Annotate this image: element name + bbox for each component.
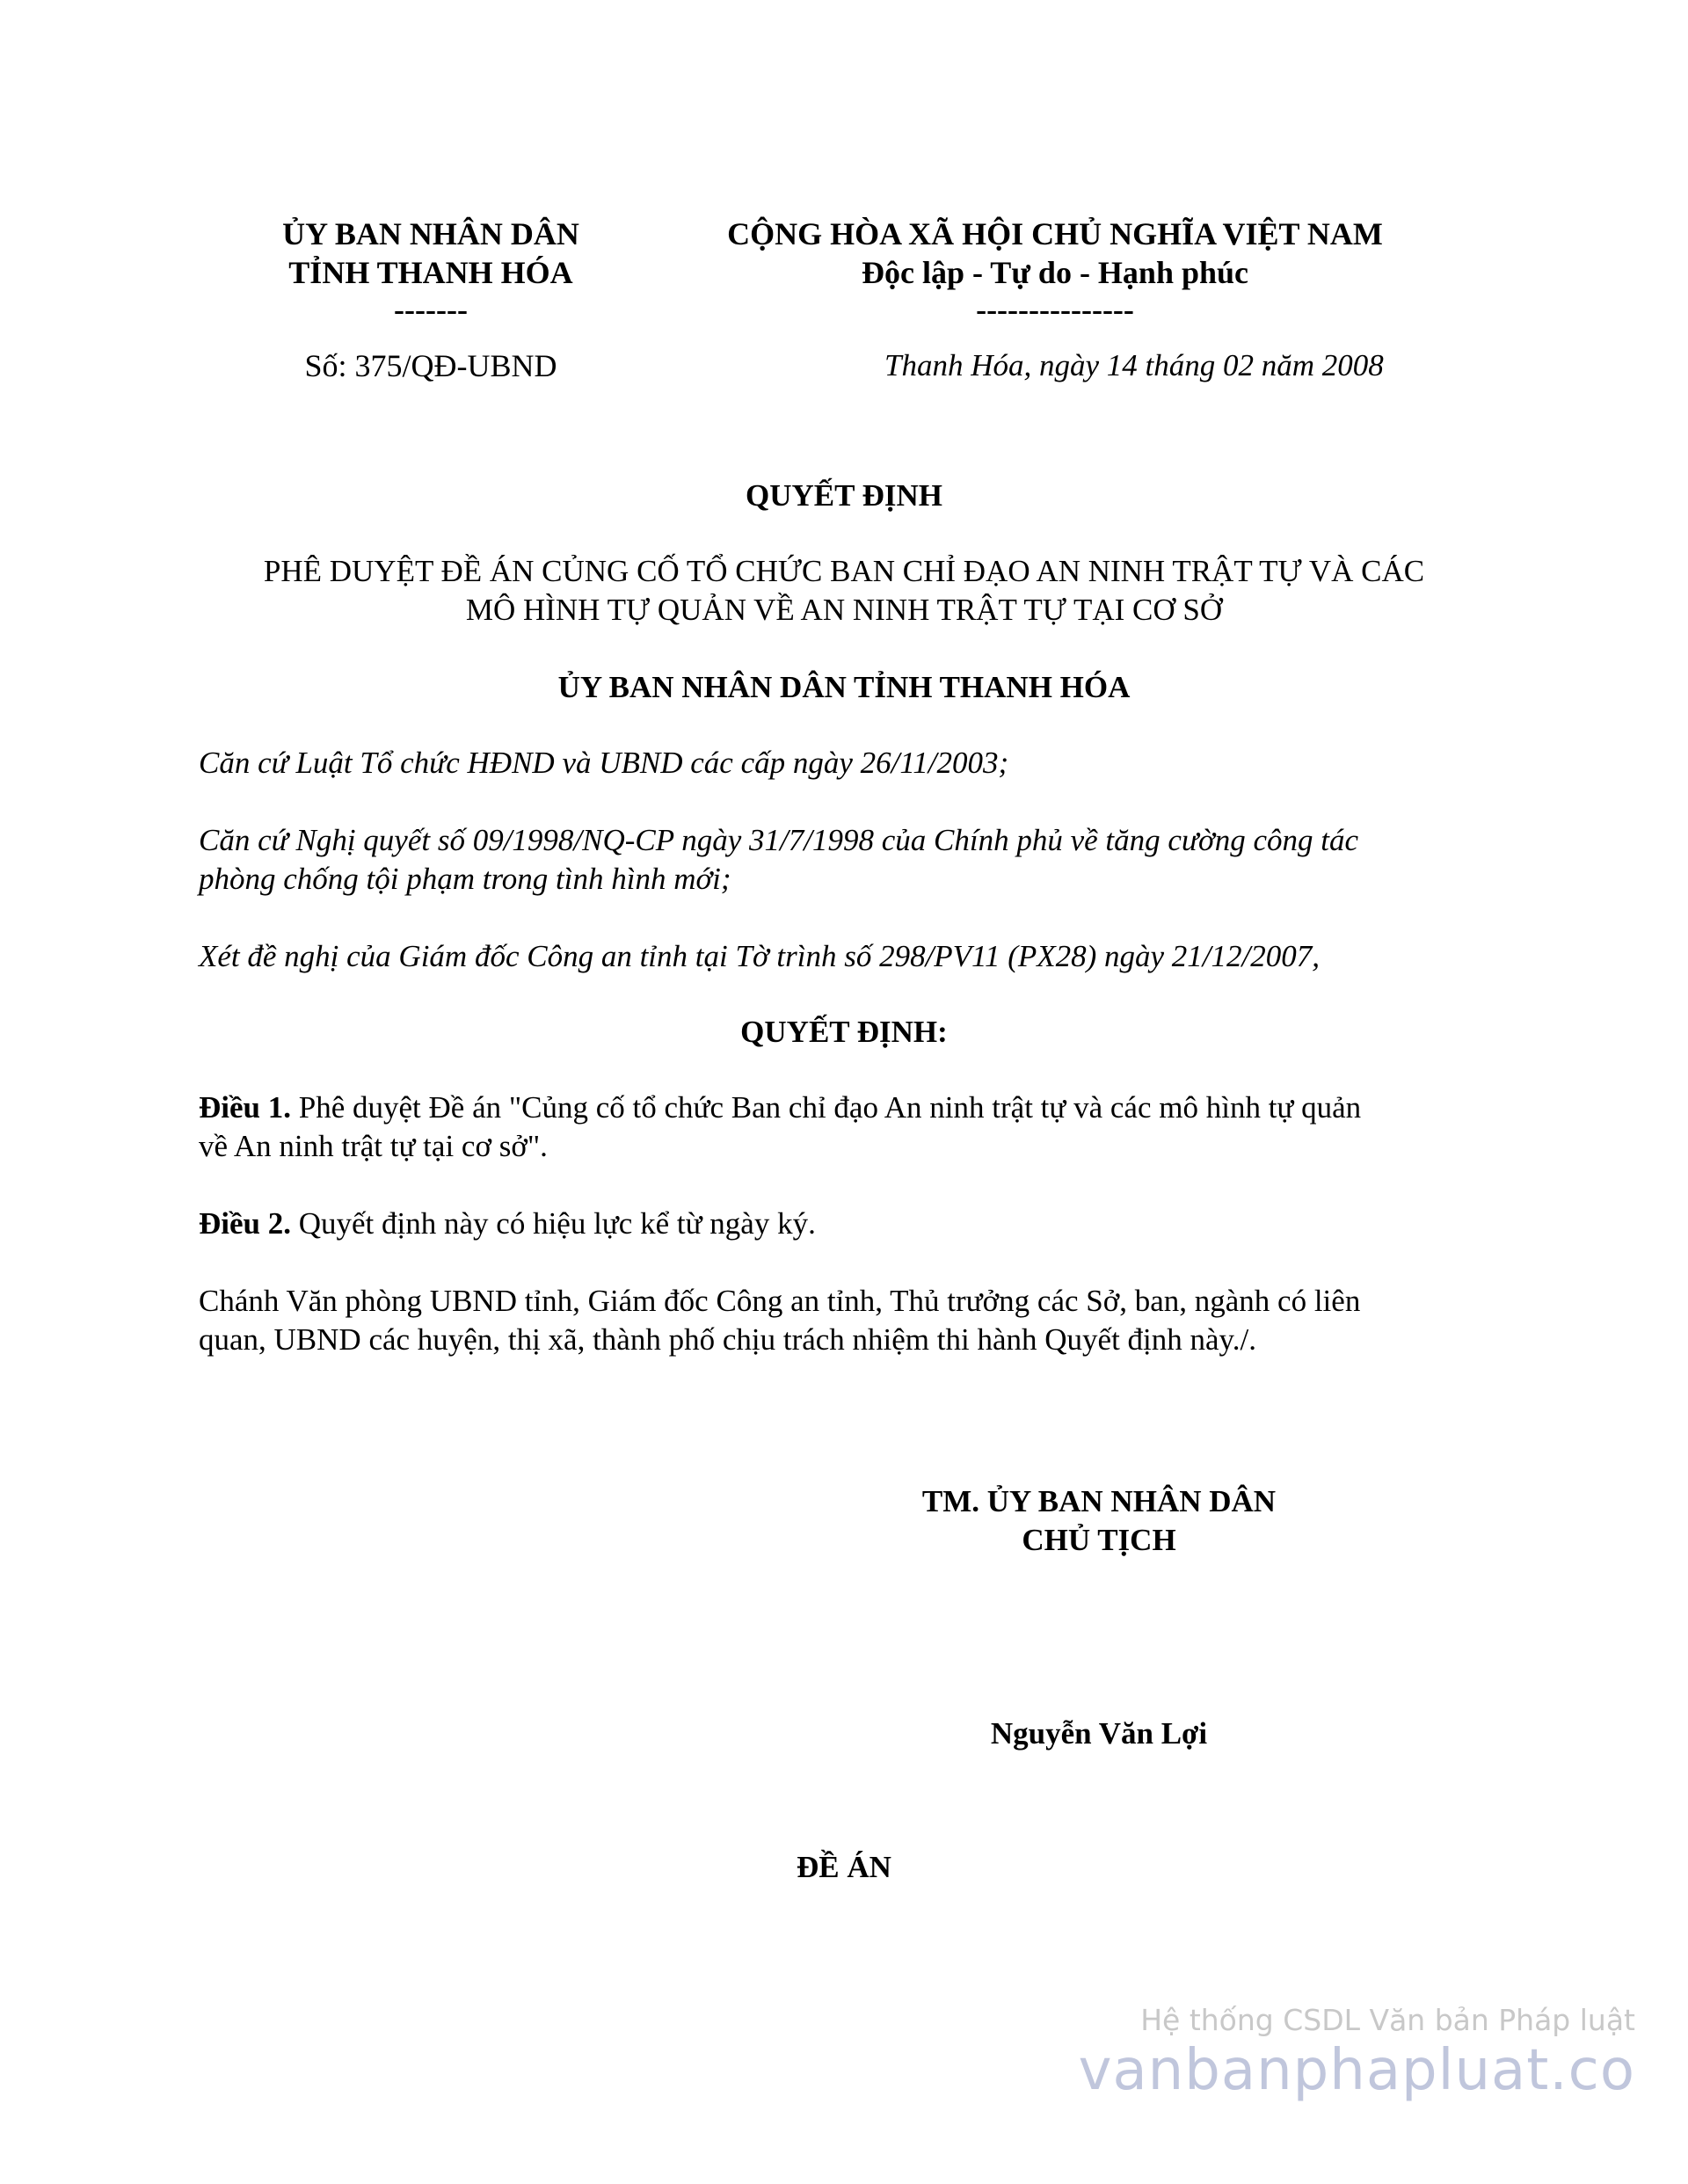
legal-basis-3: Xét đề nghị của Giám đốc Công an tỉnh tại Tờ trình số 298/PV11 (PX28) ngày 21/12/2007,	[199, 939, 1321, 973]
issuing-authority: ỦY BAN NHÂN DÂN TỈNH THANH HÓA	[557, 670, 1131, 704]
legal-basis-2-line2: phòng chống tội phạm trong tình hình mới;	[199, 862, 731, 896]
decision-title: QUYẾT ĐỊNH:	[740, 1015, 948, 1049]
legal-basis-1: Căn cứ Luật Tổ chức HĐND và UBND các cấp ngày 26/11/2003;	[199, 746, 1009, 780]
national-title: CỘNG HÒA XÃ HỘI CHỦ NGHĨA VIỆT NAM	[727, 216, 1383, 251]
legal-basis-2-line1: Căn cứ Nghị quyết số 09/1998/NQ-CP ngày 31/7/1998 của Chính phủ về tăng cường công tác	[199, 823, 1358, 857]
document-number: Số: 375/QĐ-UBND	[304, 348, 557, 383]
signature-title: CHỦ TỊCH	[1022, 1523, 1176, 1557]
appendix-title: ĐỀ ÁN	[797, 1850, 891, 1884]
issuer-rule: -------	[394, 292, 468, 327]
article-2-text: Quyết định này có hiệu lực kể từ ngày ký.	[291, 1206, 816, 1241]
article-1-line1	[199, 1087, 1517, 1128]
national-motto: Độc lập - Tự do - Hạnh phúc	[861, 255, 1249, 290]
article-1-line2: về An ninh trật tự tại cơ sở".	[199, 1129, 548, 1163]
national-rule: ---------------	[976, 292, 1134, 327]
document-date: Thanh Hóa, ngày 14 tháng 02 năm 2008	[884, 348, 1384, 382]
closing-line2: quan, UBND các huyện, thị xã, thành phố chịu trách nhiệm thi hành Quyết định này./.	[199, 1322, 1257, 1357]
closing-line1: Chánh Văn phòng UBND tỉnh, Giám đốc Công an tỉnh, Thủ trưởng các Sở, ban, ngành có liên	[199, 1284, 1361, 1318]
issuer-name: ỦY BAN NHÂN DÂN	[282, 216, 579, 251]
article-1-label: Điều 1.	[199, 1090, 291, 1125]
article-2	[199, 1203, 1517, 1244]
article-1-text: Phê duyệt Đề án "Củng cố tổ chức Ban chỉ đạo An ninh trật tự và các mô hình tự quản	[291, 1090, 1362, 1125]
issuer-province: TỈNH THANH HÓA	[288, 255, 573, 290]
document-type-title: QUYẾT ĐỊNH	[746, 478, 942, 513]
signer-name: Nguyễn Văn Lợi	[990, 1716, 1208, 1751]
signature-authority: TM. ỦY BAN NHÂN DÂN	[921, 1484, 1277, 1518]
document-subject-line2: MÔ HÌNH TỰ QUẢN VỀ AN NINH TRẬT TỰ TẠI CƠ SỞ	[465, 593, 1223, 627]
article-2-label: Điều 2.	[199, 1206, 291, 1241]
document-subject-line1: PHÊ DUYỆT ĐỀ ÁN CỦNG CỐ TỔ CHỨC BAN CHỈ ĐẠO AN NINH TRẬT TỰ VÀ CÁC	[263, 554, 1425, 588]
watermark-site: vanbanphapluat.co	[1078, 2038, 1635, 2103]
watermark-caption: Hệ thống CSDL Văn bản Pháp luật	[1140, 2003, 1635, 2037]
